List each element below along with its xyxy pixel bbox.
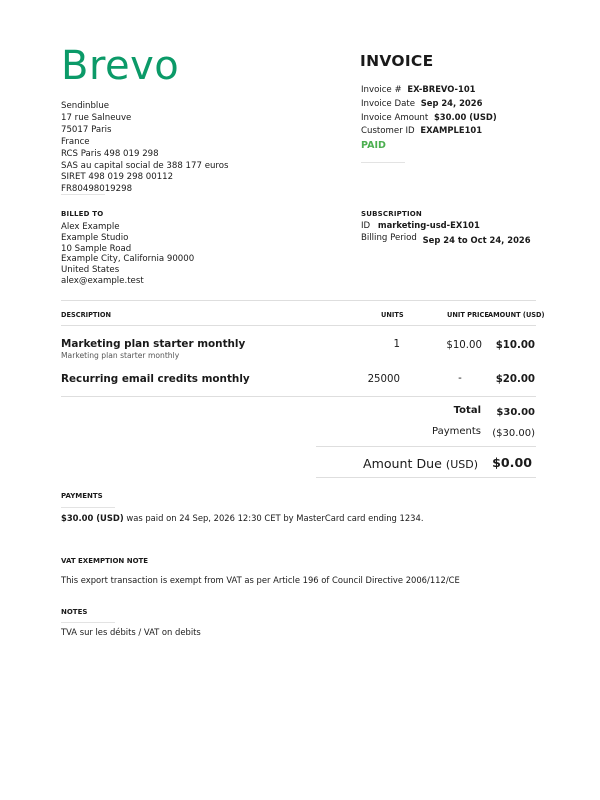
billed-to-link[interactable]: alex@example.test (61, 275, 144, 286)
table-top-rule (61, 300, 536, 301)
billed-to-heading: BILLED TO (61, 210, 104, 218)
billing-period-row (361, 232, 531, 243)
total-label: Total (453, 405, 481, 416)
line-item-amount: $10.00 (495, 340, 535, 351)
paid-status-badge: PAID (361, 140, 386, 151)
column-header-unit-price: UNIT PRICE (447, 311, 489, 319)
sender-line: Sendinblue (61, 101, 110, 111)
billing-period-label: Billing Period (361, 233, 417, 243)
brand-logo: Brevo (61, 43, 180, 89)
sender-line: France (61, 136, 90, 147)
sender-line: FR80498019298 (61, 184, 133, 195)
sender-line: 17 rue Salneuve (61, 112, 132, 123)
line-item-name: Recurring email credits monthly (61, 373, 250, 385)
invoice-number: EX-BREVO-101 (407, 84, 476, 94)
amount-due-currency: (USD) (445, 458, 478, 471)
invoice-amount: $30.00 (USD) (433, 112, 497, 122)
line-item-unit-price: $10.00 (446, 340, 482, 351)
totals-bottom-rule (316, 477, 536, 478)
invoice-amount-label: Invoice Amount (361, 113, 429, 123)
payment-amount: $30.00 (USD) (61, 513, 124, 523)
divider (61, 507, 115, 508)
invoice-amount-row (361, 112, 497, 123)
invoice-date-label: Invoice Date (361, 99, 415, 109)
billed-to-line: United States (61, 265, 120, 276)
notes-heading: NOTES (61, 608, 88, 616)
payments-heading: PAYMENTS (61, 492, 103, 500)
table-header-rule (61, 325, 536, 326)
column-header-description: DESCRIPTION (61, 311, 112, 319)
subscription-id-label: ID (361, 221, 371, 231)
invoice-title: INVOICE (360, 52, 434, 70)
line-item-amount: $20.00 (495, 374, 535, 385)
sender-line: RCS Paris 498 019 298 (61, 148, 159, 159)
payment-description: was paid on 24 Sep, 2026 12:30 CET by MasterCard card ending 1234. (123, 513, 424, 523)
column-header-units: UNITS (381, 311, 404, 319)
line-item-units: 1 (393, 339, 400, 350)
billed-to-line: Example City, California 90000 (61, 254, 195, 265)
line-item-units: 25000 (367, 374, 400, 385)
invoice-number-label: Invoice # (361, 85, 402, 95)
payments-label: Payments (432, 426, 481, 437)
subscription-id-row (361, 220, 480, 231)
sender-address (61, 101, 229, 196)
divider (61, 194, 105, 195)
column-header-amount: AMOUNT (USD) (488, 311, 545, 319)
billed-to-address (61, 222, 194, 287)
sender-line: SAS au capital social de 388 177 euros (61, 160, 229, 171)
invoice-date: Sep 24, 2026 (420, 98, 483, 108)
customer-id-row (361, 125, 482, 136)
subscription-heading: SUBSCRIPTION (361, 210, 422, 218)
billed-to-line: Alex Example (61, 222, 120, 232)
line-item-name: Marketing plan starter monthly (61, 338, 246, 350)
amount-due-value: $0.00 (492, 455, 532, 470)
billed-to-line: Example Studio (61, 232, 129, 243)
payment-detail (61, 513, 424, 523)
billed-to-line: 10 Sample Road (61, 243, 132, 254)
subscription-id: marketing-usd-EX101 (377, 220, 480, 230)
line-item-description: Marketing plan starter monthly (61, 351, 180, 360)
totals-rule (316, 446, 536, 447)
invoice-number-row (361, 84, 476, 95)
payments-amount: ($30.00) (492, 428, 535, 439)
amount-due-text: Amount Due (362, 456, 442, 471)
vat-note-text: This export transaction is exempt from VAT as per Article 196 of Council Directive 2006/112/CE (61, 575, 460, 585)
sender-line: SIRET 498 019 298 00112 (61, 172, 174, 183)
invoice-date-row (361, 98, 482, 109)
amount-due-label (340, 456, 478, 471)
customer-id-label: Customer ID (361, 126, 415, 136)
vat-note-heading: VAT EXEMPTION NOTE (61, 557, 149, 565)
notes-text: TVA sur les débits / VAT on debits (61, 627, 201, 637)
divider (361, 162, 405, 163)
table-bottom-rule (61, 396, 536, 397)
billing-period: Sep 24 to Oct 24, 2026 (422, 235, 531, 245)
total-amount: $30.00 (496, 407, 535, 418)
sender-line: 75017 Paris (61, 124, 112, 135)
customer-id: EXAMPLE101 (420, 125, 483, 135)
divider (61, 622, 115, 623)
line-item-unit-price: - (458, 373, 462, 384)
